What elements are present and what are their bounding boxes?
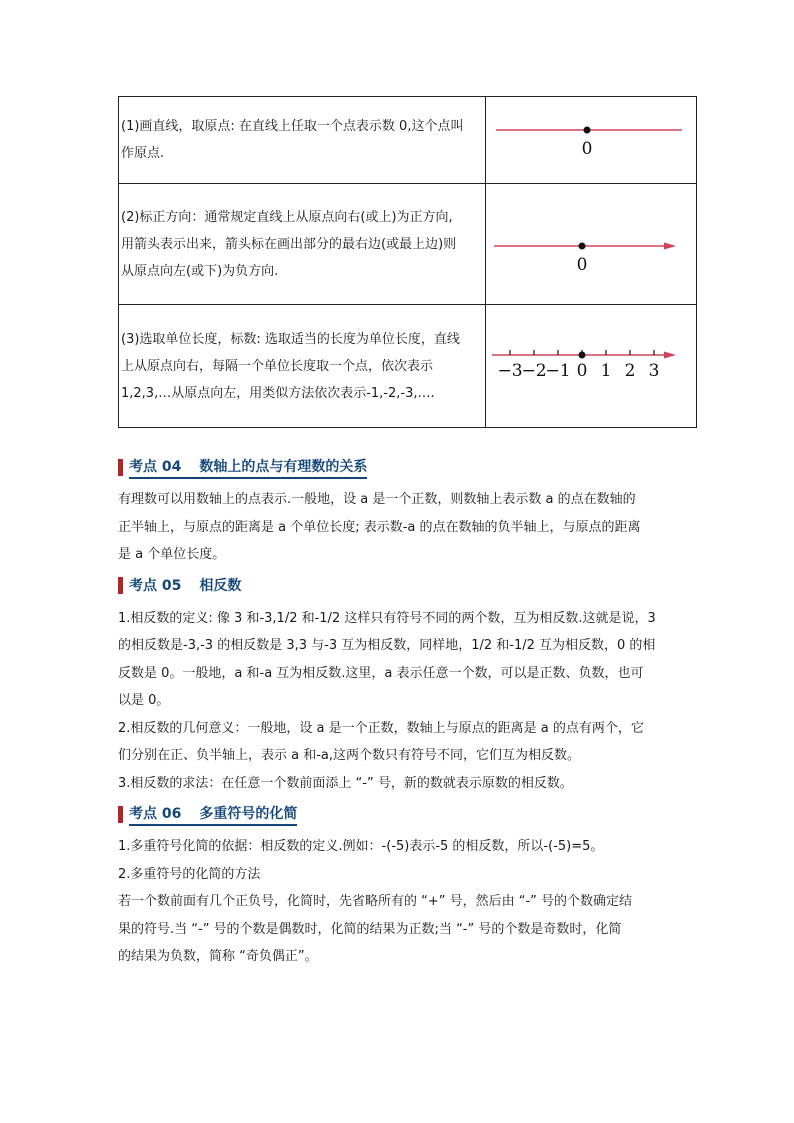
tick-label: 2	[624, 361, 636, 381]
table-row	[119, 184, 697, 305]
text-line: 反数是 0。一般地，a 和-a 互为相反数.这里，a 表示任意一个数，可以是正数、负数，也可	[118, 665, 644, 681]
origin-label: 0	[581, 139, 593, 159]
text-line: 正半轴上，与原点的距离是 a 个单位长度; 表示数-a 的点在数轴的负半轴上，与原点的距离	[118, 519, 641, 535]
heading-marker	[118, 459, 123, 476]
section-heading-05	[118, 575, 690, 597]
section-heading-04	[118, 456, 690, 478]
origin-point	[584, 127, 591, 134]
text-line: (1)画直线，取原点: 在直线上任取一个点表示数 0,这个点叫	[121, 119, 464, 134]
text-line: 是 a 个单位长度。	[118, 547, 226, 562]
step-2-description	[119, 184, 486, 305]
section-body-05	[118, 605, 690, 798]
text-line: (2)标正方向：通常规定直线上从原点向右(或上)为正方向,	[121, 209, 453, 225]
step-1-figure	[486, 97, 697, 184]
heading-text	[129, 803, 297, 826]
text-line: 果的符号.当 “-” 号的个数是偶数时，化简的结果为正数;当 “-” 号的个数是奇数时，化简	[118, 921, 622, 937]
text-line: 用箭头表示出来，箭头标在画出部分的最右边(或最上边)则	[121, 236, 457, 252]
heading-text	[129, 456, 367, 479]
arrow-right-icon	[664, 352, 676, 359]
number-line-steps-table	[118, 96, 697, 428]
text-line: 以是 0。	[118, 693, 170, 708]
text-line: 1,2,3,…从原点向左，用类似方法依次表示-1,-2,-3,….	[121, 385, 435, 401]
text-line: 从原点向左(或下)为负方向.	[121, 263, 279, 279]
heading-title: 数轴上的点与有理数的关系	[199, 458, 368, 475]
table-row	[119, 305, 697, 428]
arrow-right-icon	[664, 243, 676, 250]
section-heading-06	[118, 803, 690, 825]
text-line: (3)选取单位长度，标数: 选取适当的长度为单位长度，直线	[121, 331, 460, 347]
tick-label: −3	[497, 361, 523, 381]
heading-title: 多重符号的化简	[199, 805, 298, 822]
heading-number: 考点 04	[129, 458, 182, 475]
heading-title: 相反数	[199, 578, 242, 594]
heading-number: 考点 05	[129, 578, 182, 594]
step-1-description	[119, 97, 486, 184]
text-line: 作原点.	[121, 146, 165, 161]
text-line: 1.多重符号化简的依据：相反数的定义.例如：-(-5)表示-5 的相反数，所以-(-5)=5。	[118, 839, 604, 854]
text-line: 1.相反数的定义: 像 3 和-3,1/2 和-1/2 这样只有符号不同的两个数，互为相反数.这就是说，3	[118, 610, 656, 626]
heading-number: 考点 06	[129, 805, 182, 822]
text-line: 上从原点向右，每隔一个单位长度取一个点，依次表示	[121, 358, 434, 374]
number-line	[486, 305, 696, 427]
text-line: 有理数可以用数轴上的点表示.一般地，设 a 是一个正数，则数轴上表示数 a 的点在数轴的	[118, 492, 636, 507]
step-2-figure	[486, 184, 697, 305]
step-3-description	[119, 305, 486, 428]
page-content	[118, 96, 690, 971]
heading-marker	[118, 577, 123, 594]
table-row	[119, 97, 697, 184]
line-with-direction	[486, 184, 696, 304]
section-body-06	[118, 833, 690, 971]
text-line: 3.相反数的求法：在任意一个数前面添上 “-” 号，新的数就表示原数的相反数。	[118, 775, 573, 791]
text-line: 的相反数是-3,-3 的相反数是 3,3 与-3 互为相反数，同样地，1/2 和-1/2 互为相反数，0 的相	[118, 638, 656, 653]
text-line: 们分别在正、负半轴上，表示 a 和-a,这两个数只有符号不同，它们互为相反数。	[118, 748, 581, 763]
origin-label: 0	[576, 255, 588, 275]
heading-text	[129, 575, 241, 596]
text-line: 2.相反数的几何意义：一般地，设 a 是一个正数，数轴上与原点的距离是 a 的点有两个，它	[118, 720, 644, 736]
tick-label: −1	[545, 361, 571, 381]
line-with-origin	[486, 97, 696, 183]
text-line: 的结果为负数，简称 “奇负偶正”。	[118, 949, 318, 964]
tick-label: −2	[521, 361, 547, 381]
text-line: 若一个数前面有几个正负号，化简时，先省略所有的 “+” 号，然后由 “-” 号的个数确定结	[118, 894, 633, 909]
step-3-figure	[486, 305, 697, 428]
origin-point	[579, 243, 586, 250]
tick-label: 1	[600, 361, 612, 381]
tick-label: 3	[648, 361, 660, 381]
heading-marker	[118, 806, 123, 823]
section-body-04	[118, 486, 690, 569]
text-line: 2.多重符号的化简的方法	[118, 866, 261, 882]
tick-label: 0	[576, 361, 588, 381]
